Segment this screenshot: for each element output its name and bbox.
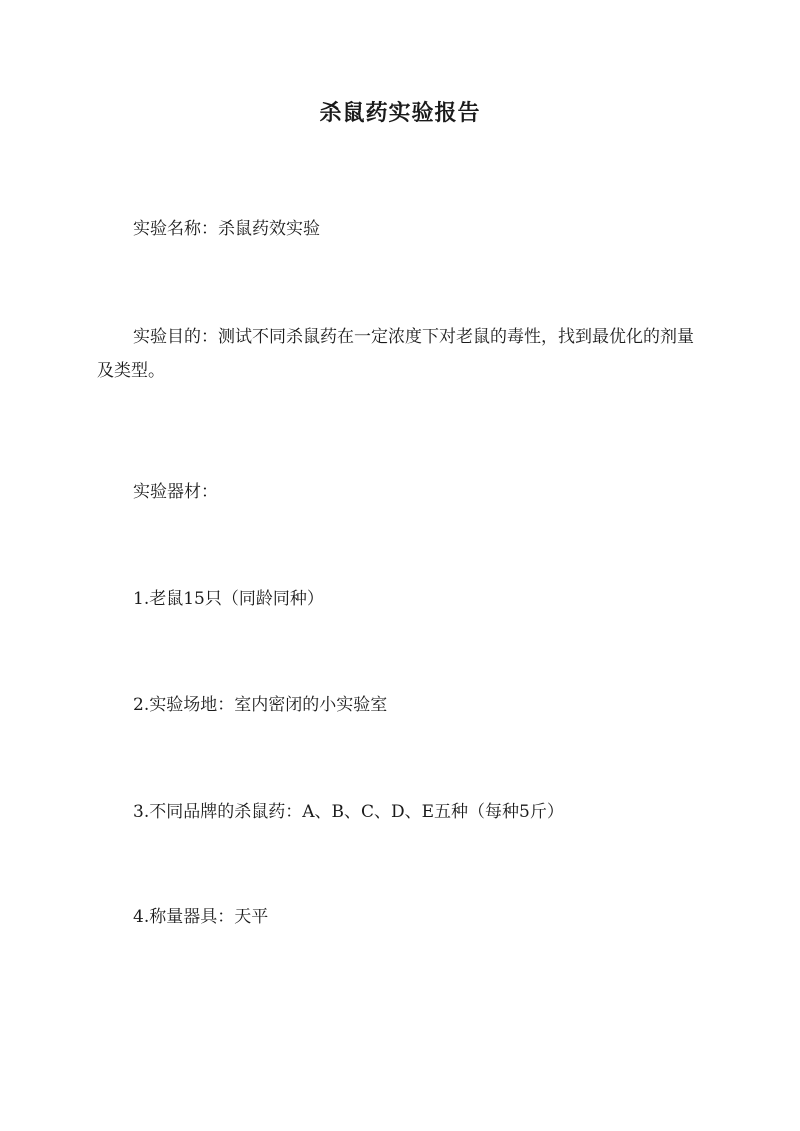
experiment-equipment-heading: 实验器材： (133, 482, 218, 502)
experiment-purpose-paragraph: 实验目的：测试不同杀鼠药在一定浓度下对老鼠的毒性，找到最优化的剂量及类型。 (97, 327, 694, 381)
document-title: 杀鼠药实验报告 (319, 100, 481, 126)
equipment-item-rodenticides: 3.不同品牌的杀鼠药：A、B、C、D、E五种（每种5斤） (133, 802, 564, 822)
equipment-item-venue: 2.实验场地：室内密闭的小实验室 (133, 695, 388, 715)
experiment-name-paragraph: 实验名称：杀鼠药效实验 (133, 219, 320, 239)
equipment-item-scale: 4.称量器具：天平 (133, 907, 269, 927)
equipment-item-mice: 1.老鼠15只（同龄同种） (133, 589, 324, 609)
